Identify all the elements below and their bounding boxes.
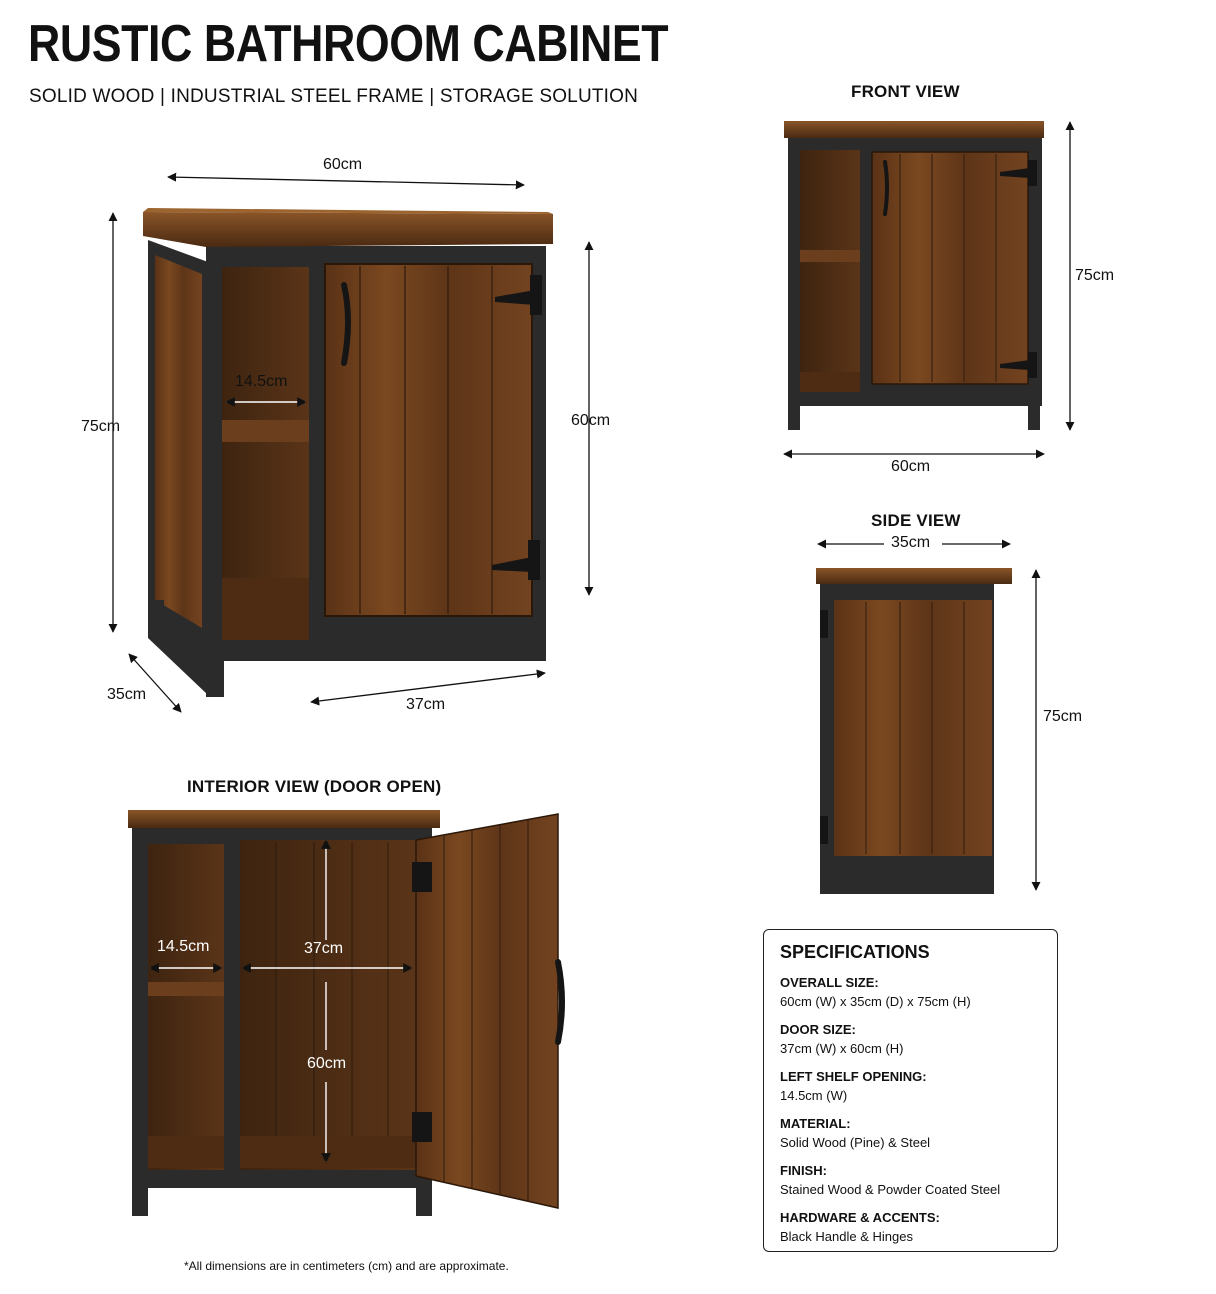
spec-left-shelf-opening — [780, 1067, 1041, 1105]
spec-value: Black Handle & Hinges — [780, 1229, 913, 1244]
side-view-drawing — [800, 530, 1060, 900]
interior-door-height-label: 60cm — [307, 1055, 347, 1072]
spec-label: LEFT SHELF OPENING: — [780, 1069, 927, 1084]
interior-shelf-opening-label: 14.5cm — [157, 938, 210, 955]
spec-door-size — [780, 1020, 1041, 1058]
spec-hardware — [780, 1208, 1041, 1246]
spec-label: DOOR SIZE: — [780, 1022, 856, 1037]
main-shelf-opening-label: 14.5cm — [235, 373, 288, 390]
dimensions-footnote: *All dimensions are in centimeters (cm) and are approximate. — [184, 1259, 509, 1273]
front-view-label: FRONT VIEW — [851, 82, 960, 101]
spec-finish — [780, 1161, 1041, 1199]
spec-overall-size — [780, 973, 1041, 1011]
front-height-label: 75cm — [1075, 267, 1115, 284]
main-cabinet-drawing — [0, 0, 620, 740]
page-title: RUSTIC BATHROOM CABINET — [28, 15, 669, 73]
front-view-drawing — [760, 110, 1120, 480]
side-height-label: 75cm — [1043, 708, 1083, 725]
specifications-title: SPECIFICATIONS — [780, 942, 930, 962]
spec-value: Stained Wood & Powder Coated Steel — [780, 1182, 1001, 1197]
main-depth-label: 35cm — [107, 686, 147, 703]
spec-value: 60cm (W) x 35cm (D) x 75cm (H) — [780, 994, 971, 1009]
spec-value: Solid Wood (Pine) & Steel — [780, 1135, 931, 1150]
main-door-width-label: 37cm — [406, 696, 446, 713]
spec-label: OVERALL SIZE: — [780, 975, 879, 990]
main-width-label: 60cm — [323, 156, 363, 173]
spec-label: MATERIAL: — [780, 1116, 851, 1131]
spec-value: 37cm (W) x 60cm (H) — [780, 1041, 904, 1056]
spec-value: 14.5cm (W) — [780, 1088, 848, 1103]
specifications-panel — [763, 929, 1058, 1252]
interior-door-width-label: 37cm — [304, 940, 344, 957]
interior-view-drawing — [120, 800, 580, 1220]
spec-label: FINISH: — [780, 1163, 827, 1178]
interior-view-label: INTERIOR VIEW (DOOR OPEN) — [187, 777, 442, 796]
main-door-height-label: 60cm — [571, 412, 611, 429]
spec-material — [780, 1114, 1041, 1152]
front-width-label: 60cm — [891, 458, 931, 475]
spec-label: HARDWARE & ACCENTS: — [780, 1210, 940, 1225]
page-subtitle: SOLID WOOD | INDUSTRIAL STEEL FRAME | STORAGE SOLUTION — [29, 86, 639, 107]
side-view-label: SIDE VIEW — [871, 511, 961, 530]
main-height-label: 75cm — [81, 418, 121, 435]
side-depth-label: 35cm — [891, 534, 931, 551]
main-shelf-arrow — [220, 394, 312, 408]
